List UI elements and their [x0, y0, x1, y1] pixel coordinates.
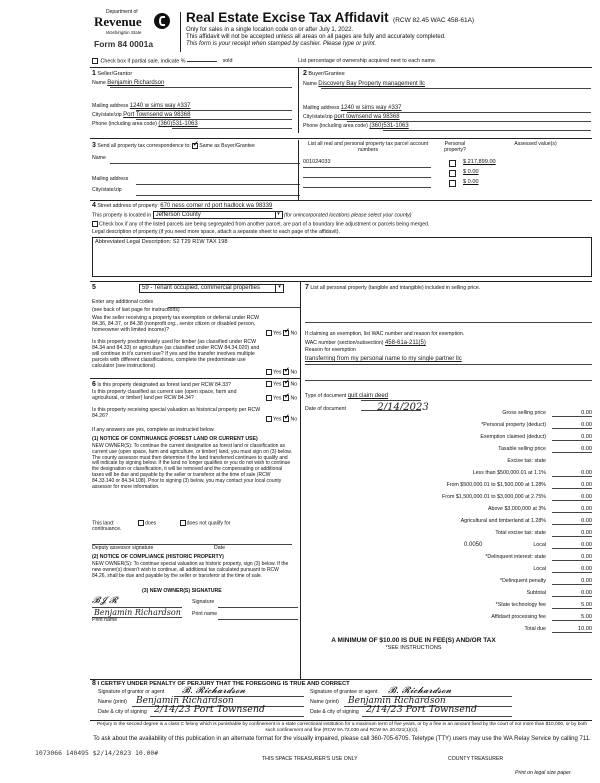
timber-question: Is this property predominately used for timber (as classified under RCW 84.34 and 84.33) or agriculture (as classified under RCW 84.34.020) and will continue in it's current use? If yes and the transfer involves multiple parcels with different classifications, complete the predominate use calculator (see instructions) [92, 339, 260, 369]
tax-row: Total due 10.00 [524, 626, 592, 632]
seller-city-field[interactable]: Port Townsend wa 98368 [123, 112, 191, 118]
form-title [186, 10, 586, 26]
tax-row: *Personal property (deduct) 0.00 [481, 422, 592, 428]
exempt-no-checkbox[interactable] [283, 330, 289, 336]
section8: 8 I CERTIFY UNDER PENALTY OF PERJURY THAT THE FOREGOING IS TRUE AND CORRECT Signature of grantor or agent 𝓑. 𝓡𝓲𝓬𝓱𝓪𝓻𝓭𝓼𝓸𝓷 Signature of grantee or agent 𝓑. 𝓡𝓲𝓬𝓱𝓪𝓻𝓭𝓼𝓸𝓷 Name (print) Benjamin Richardson Name (print) Benjamin Richardson Date & city of signing 2/14/23 Port Townsend Date & city of signing 2/14/23 Port Townsend [92, 680, 592, 688]
exemption-question: Was the seller receiving a property tax exemption or deferral under RCW 84.36, 84.37, or 84.38 (nonprofit org., senior citizen or disabled person, homeowner with limited income)? [92, 315, 260, 333]
assessed-value-1[interactable]: $ 217,899.00 [463, 159, 496, 165]
value-col-header: Assessed value(s) [514, 141, 557, 147]
header-note-3: This form is your receipt when stamped by cashier. Please type or print. [186, 41, 377, 48]
parcel-row [303, 179, 593, 189]
tax-row: Above $3,000,000 at 3% 0.00 [487, 506, 592, 512]
property-use-select[interactable]: 59 - Tenant occupied, commercial properties ▾ [139, 284, 284, 293]
buyer-section: 2 Buyer/Grantee Name Discovery Bay Property management llc Mailing address 1240 w sims way #337 City/state/zip port townsend wa 98368 Phone (including area code) (360)531-1063 [303, 70, 593, 78]
form-number: Form 84 0001a [94, 39, 154, 49]
same-as-buyer-checkbox[interactable] [192, 143, 198, 149]
tax-row: Local 0.00 [533, 566, 592, 572]
tax-row: Less than $500,000.01 at 1.1% 0.00 [472, 470, 592, 476]
tax-row: Agricultural and timberland at 1.28% 0.00 [460, 518, 592, 524]
seller-heading: Seller/Grantor [97, 71, 133, 77]
personal-col-header: Personal property? [444, 141, 466, 153]
forest-yes-checkbox[interactable] [266, 381, 272, 387]
title-text: Real Estate Excise Tax Affidavit [186, 10, 389, 25]
document-date-field[interactable]: 2/14/2023 [377, 402, 429, 413]
section6: 6 Is this property designated as forest land per RCW 84.33? Yes✓ No Is this property classified as current use (open space, farm and agricultural, or timber) land per RCW 84.34? Yes✓ No Is this property receiving special valuation as historical property per RCW 84.26? Yes✓ No If any answers are yes, complete as instructed below. (1) NOTICE OF CONTINUANCE (FOREST LAND OR CURRENT USE) NEW OWNER(S): To continue the current designation as forest land or classification as current use (open space, farm and agriculture, or timber) land, you must sign on (3) below. The county assessor must then determine if the land transferred continues to qualify and will indicate by signing below. If the land no longer qualifies or you do not wish to continue the designation or classification, it will be removed and the compensating or additional taxes will be due and payable by the seller or transferor at the time of sale (RCW 84.33.140 or 84.34.108). Prior to signing (3) below, you may contact your local county assessor for more information. This land: does does not qualify for continuance. Deputy assessor signature Date (2) NOTICE OF COMPLIANCE (HISTORIC PROPERTY) NEW OWNER(S): To continue special valuation as historic property, sign (3) below. If the new owner(s) doesn't wish to continue, all additional tax calculated pursuant to RCW 84.26, shall be due and payable by the seller or transferor at the time of sale. (3) NEW OWNER(S) SIGNATURE 𝓑𝓙 𝓡 Signature Benjamin Richardson Print name Print name [92, 381, 302, 389]
parcel-col-header: List all real and personal property tax parcel account numbers [307, 141, 429, 153]
dor-seal-icon [154, 13, 170, 29]
personal-property-checkbox-2[interactable] [449, 170, 456, 177]
grantee-print-name[interactable]: Benjamin Richardson [348, 696, 446, 706]
gross-selling-price[interactable]: 0.00 [552, 410, 592, 417]
personal-property-checkbox-1[interactable] [449, 160, 456, 167]
section3-left: 3 Send all property tax correspondence to: ✓ Same as Buyer/Grantee Name Mailing address City/state/zip [92, 142, 302, 150]
assessed-value-2[interactable]: $ 0.00 [463, 169, 479, 175]
historic-no-checkbox[interactable] [283, 416, 289, 422]
title-rcw: (RCW 82.45 WAC 458-61A) [393, 17, 475, 24]
buyer-phone-field[interactable]: (360)531-1063 [369, 123, 409, 129]
does-qualify-checkbox[interactable] [138, 520, 144, 526]
local-rate: 0.0050 [464, 542, 483, 548]
buyer-city-field[interactable]: port townsend wa 98368 [334, 114, 400, 120]
treasurer-stamp: 1073066 140495 $2/14/2023 10.00# [35, 749, 159, 757]
tax-row: 0.0050 Local 0.00 [464, 542, 592, 548]
header-notes [186, 27, 586, 49]
legal-size-note: Print on legal size paper. [515, 770, 572, 776]
tax-row: Gross selling price 0.00 [502, 410, 592, 416]
perjury-notice: Perjury in the second degree is a class C felony which is punishable by confinement in a state correctional institution for a maximum term of five years, or by a fine in an amount fixed by the court of not more than $10,000, or by both such confinement and fine (RCW 9A.72.030 and RCW 9A.20.021(1)(c)). [96, 722, 588, 733]
partial-sale-label: Check box if partial sale, indicate % [100, 58, 186, 65]
tax-row: From $1,500,000.01 to $3,000,000 at 2.75% 0.00 [442, 494, 592, 500]
grantee-date-city[interactable]: 2/14/23 Port Townsend [366, 704, 478, 715]
tax-row: *Delinquent interest: state 0.00 [485, 554, 592, 560]
tax-row: *Delinquent penalty 0.00 [500, 578, 592, 584]
county-treasurer-label: COUNTY TREASURER [448, 756, 504, 762]
forest-no-checkbox[interactable] [283, 381, 289, 387]
assessed-value-3[interactable]: $ 0.00 [463, 179, 479, 185]
tax-row: Exemption claimed (deduct) 0.00 [480, 434, 592, 440]
chevron-down-icon: ▾ [275, 285, 283, 292]
timber-yes-checkbox[interactable] [266, 369, 272, 375]
dept-state: Washington State [106, 30, 142, 35]
exempt-yes-checkbox[interactable] [266, 330, 272, 336]
document-type-field[interactable]: quit claim deed [347, 393, 389, 399]
county-select[interactable]: Jefferson County ▾ [153, 211, 283, 219]
tax-row: From $500,000.01 to $1,500,000 at 1.28% 0.00 [446, 482, 592, 488]
partial-sale-checkbox[interactable] [92, 58, 98, 64]
seller-name-field[interactable]: Benjamin Richardson [107, 80, 165, 86]
partial-sale-row [92, 58, 592, 65]
seller-phone-field[interactable]: (360)531-1063 [158, 121, 198, 127]
new-owner-signature[interactable]: 𝓑𝓙 𝓡 [92, 596, 118, 606]
tax-row: Total excise tax: state 0.00 [495, 530, 592, 536]
new-owner-print-name[interactable]: Benjamin Richardson [94, 608, 181, 617]
dept-revenue: Revenue [94, 14, 142, 29]
exemption-reason-field[interactable]: transferring from my personal name to my single partner llc [305, 356, 462, 362]
section5: 5 59 - Tenant occupied, commercial properties ▾ Enter any additional codes (see back of last page for instructions) Was the seller receiving a property tax exemption or deferral under RCW 84.36, 84.37, or 84.38 (nonprofit org., senior citizen or disabled person, homeowner with limited income)? Yes✓ No Is this property predominately used for timber (as classified under RCW 84.34 and 84.33) or agriculture (as classified under RCW 84.34.020) and will continue in it's current use? If yes and the transfer involves multiple parcels with different classifications, complete the predominate use calculator (see instructions) Yes✓ No [92, 284, 302, 292]
dept-line1: Department of [106, 9, 138, 15]
section4: 4 Street address of property: 670 ness corner rd port hadlock wa 98339 This property is located in Jefferson County ▾ (for unincorporated locations please select your county) Check box if any of the listed parcels are being segregated from another parcel, are part of a boundary line adjustment or parcels being merged. Legal description of property (if you need more space, attach a separate sheet to each page of the affidavit). Abbreviated Legal Description: S2 T29 R1W TAX 198 [92, 202, 592, 210]
does-not-qualify-checkbox[interactable] [180, 520, 186, 526]
tax-row: Excise tax: state [507, 458, 546, 464]
parcel-number-1[interactable]: 001024033 [303, 159, 331, 165]
tax-row: Taxable selling price 0.00 [498, 446, 592, 452]
grantor-date-city[interactable]: 2/14/23 Port Townsend [154, 704, 266, 715]
tax-row: *State technology fee 5.00 [495, 602, 592, 608]
street-address-field[interactable]: 670 ness corner rd port hadlock wa 98339 [160, 203, 273, 209]
historic-yes-checkbox[interactable] [266, 416, 272, 422]
parcel-row [303, 169, 593, 179]
treasurer-use-label: THIS SPACE TREASURER'S USE ONLY [262, 756, 358, 762]
tax-table [300, 410, 593, 670]
grantor-print-name[interactable]: Benjamin Richardson [136, 696, 234, 706]
tax-row: Subtotal 0.00 [526, 590, 592, 596]
wac-number-field[interactable]: 458-61a-211(5) [384, 340, 426, 346]
current-use-yes-checkbox[interactable] [266, 395, 272, 401]
seller-section: 1 Seller/Grantor Name Benjamin Richardson Mailing address 1240 w sims way #337 City/state/zip Port Townsend wa 98368 Phone (including area code) (360)531-1063 [92, 70, 292, 78]
dor-logo [94, 10, 180, 54]
partial-sold-label: sold [222, 58, 233, 65]
buyer-name-field[interactable]: Discovery Bay Property management llc [318, 81, 426, 87]
alternate-format-note: To ask about the availability of this publication in an alternate format for the visually impaired, please call 360-705-6705. Teletype (TTY) users may use the WA Relay Service by calling 711. [93, 736, 591, 742]
grantor-signature[interactable]: 𝓑. 𝓡𝓲𝓬𝓱𝓪𝓻𝓭𝓼𝓸𝓷 [182, 686, 246, 696]
section7: 7 List all personal property (tangible and intangible) included in selling price. If claiming an exemption, list WAC number and reason for exemption. WAC number (section/subsection) 458-61a-211(5) Reason for exemption transferring from my personal name to my single partner llc Type of document quit claim deed Date of document 2/14/2023 [305, 284, 593, 292]
segregated-checkbox[interactable] [92, 221, 98, 227]
buyer-mailing-field[interactable]: 1240 w sims way #337 [340, 105, 402, 111]
grantee-signature[interactable]: 𝓑. 𝓡𝓲𝓬𝓱𝓪𝓻𝓭𝓼𝓸𝓷 [388, 686, 452, 696]
buyer-heading: Buyer/Grantee [308, 71, 345, 77]
personal-property-checkbox-3[interactable] [449, 180, 456, 187]
chevron-down-icon: ▾ [275, 212, 282, 219]
header-note-2: This affidavit will not be accepted unless all areas on all pages are fully and accurately completed. [186, 34, 446, 41]
header-note-1: Only for sales in a single location code on or after July 1, 2022. [186, 27, 354, 33]
timber-no-checkbox[interactable] [283, 369, 289, 375]
tax-row: Affidavit processing fee 5.00 [491, 614, 592, 620]
seller-mailing-field[interactable]: 1240 w sims way #337 [129, 103, 191, 109]
total-due[interactable]: 10.00 [552, 626, 592, 633]
see-instructions-note: *SEE INSTRUCTIONS [385, 645, 442, 651]
current-use-no-checkbox[interactable] [283, 395, 289, 401]
parcel-row [303, 159, 593, 169]
legal-description-box[interactable]: Abbreviated Legal Description: S2 T29 R1W TAX 198 [92, 237, 592, 277]
ownership-note: List percentage of ownership acquired next to each name. [298, 58, 437, 64]
notice1-text: NEW OWNER(S): To continue the current designation as forest land or classification as current use (open space, farm and agriculture, or timber) land, you must sign on (3) below. The county assessor must then determine if the land transferred continues to qualify and will indicate by signing below. If the land no longer qualifies or you do not wish to continue the designation or classification, it will be removed and the compensating or additional taxes will be due and payable by the seller or transferor at the time of sale (RCW 84.33.140 or 84.34.108). Prior to signing (3) below, you may contact your local county assessor for more information. [92, 443, 292, 490]
minimum-fee-note: A MINIMUM OF $10.00 IS DUE IN FEE(S) AND/OR TAX [331, 637, 496, 644]
